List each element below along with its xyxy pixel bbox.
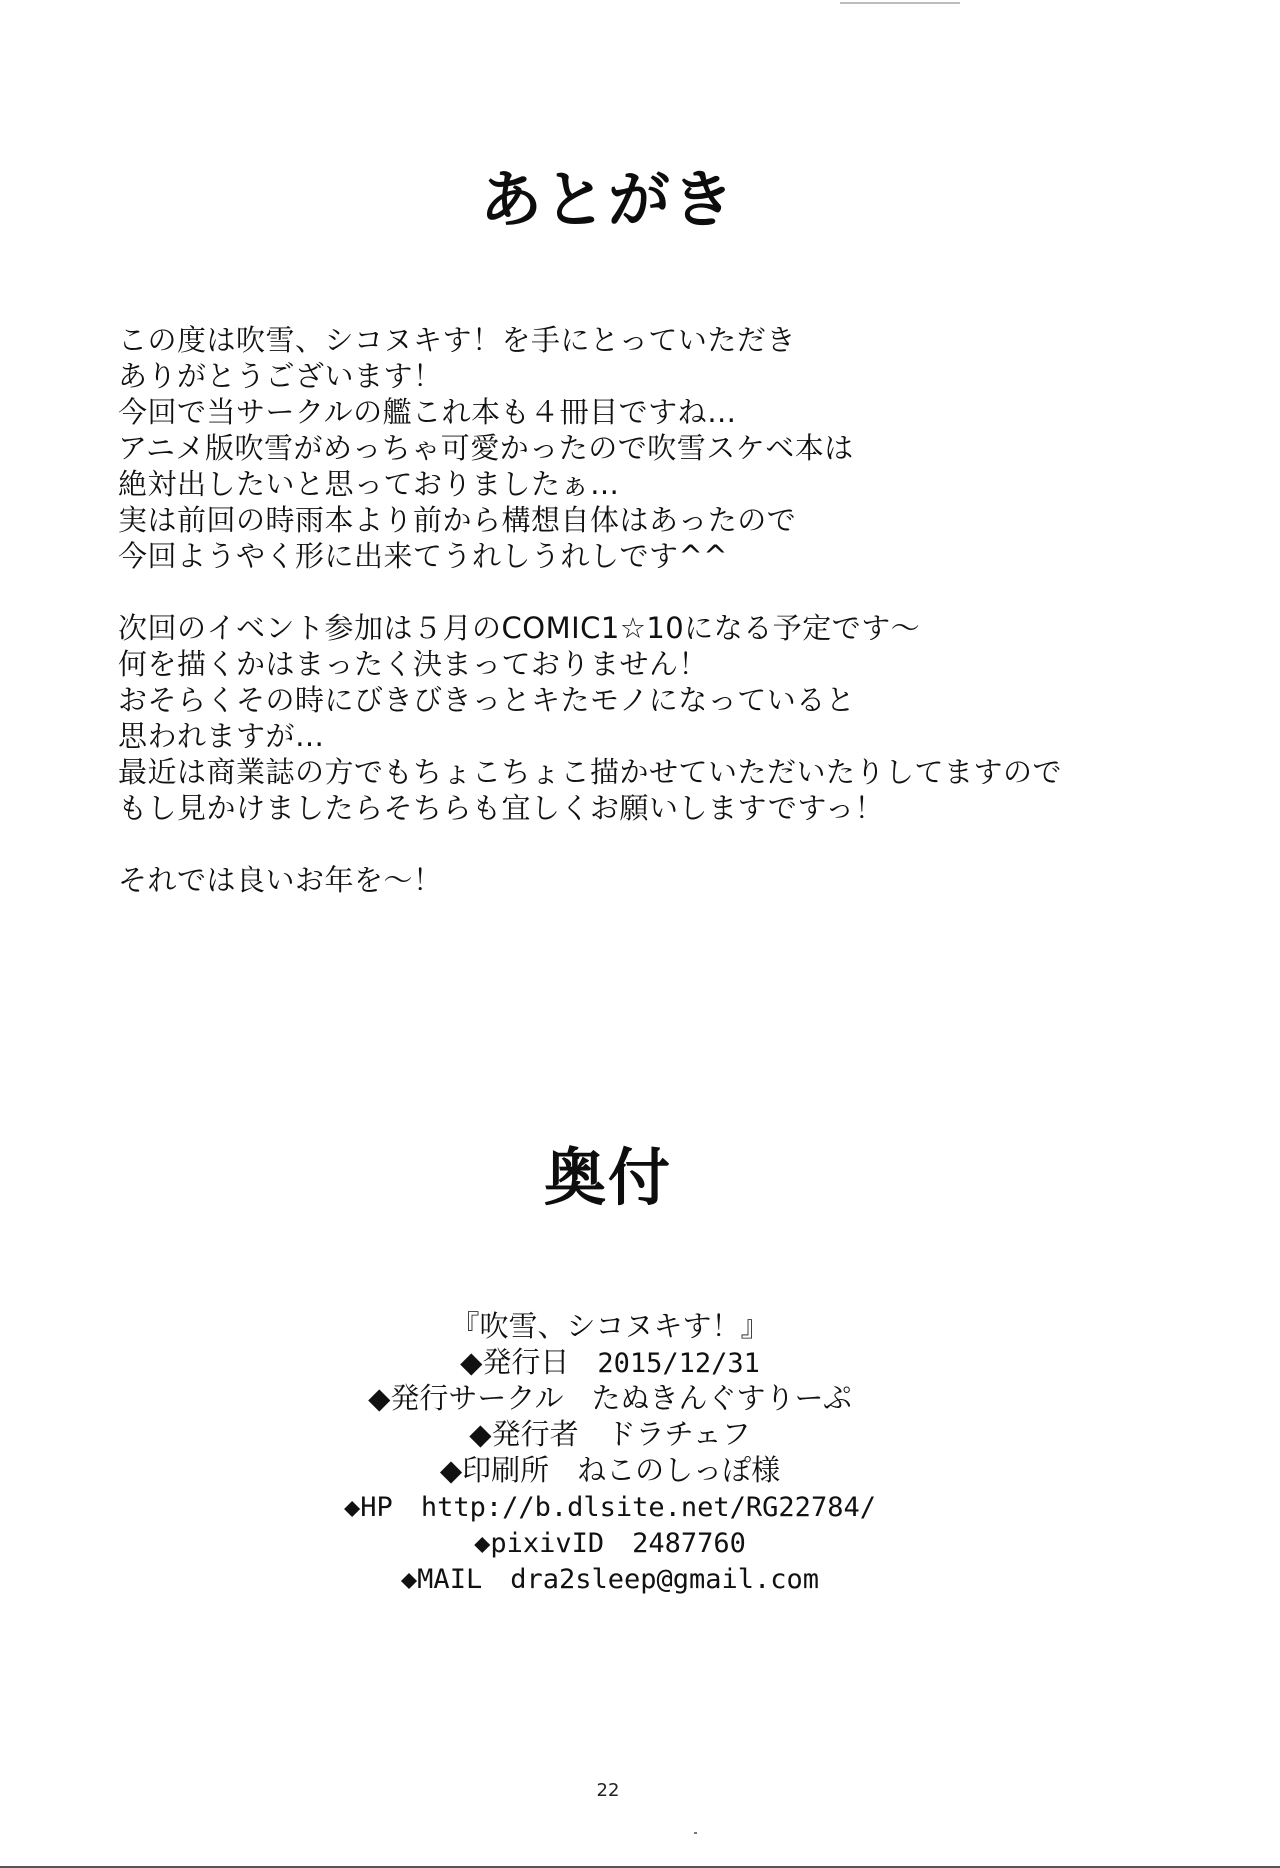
colophon-block [0,1308,1220,1596]
paragraph-gap [118,574,1178,610]
colophon-label: ◆発行者 [469,1417,579,1451]
afterword-line: この度は吹雪、シコヌキす！を手にとっていただき [118,323,796,357]
afterword-line: 今回ようやく形に出来てうれしうれしです^^ [118,539,729,573]
colophon-value: 2487760 [632,1528,746,1559]
colophon-entry-mail [0,1560,1220,1596]
colophon-value: ドラチェフ [606,1417,751,1451]
colophon-entry-homepage [0,1488,1220,1524]
afterword-line: 今回で当サークルの艦これ本も４冊目ですね… [118,395,737,429]
afterword-line: 次回のイベント参加は５月のCOMIC1☆10になる予定です～ [118,611,921,645]
colophon-entry-date [0,1344,1220,1380]
afterword-title: あとがき [479,163,736,236]
colophon-label: ◆発行サークル [368,1381,564,1415]
colophon-value: dra2sleep@gmail.com [510,1564,820,1595]
colophon-label: ◆発行日 [460,1345,570,1379]
colophon-entry-publisher [0,1416,1220,1452]
afterword-line: おそらくその時にびきびきっとキたモノになっていると [118,683,856,717]
colophon-book-title: 『吹雪、シコヌキす！』 [450,1309,770,1343]
colophon-label: ◆HP [344,1492,393,1523]
colophon-value: http://b.dlsite.net/RG22784/ [420,1492,876,1523]
scan-speck [694,1832,697,1834]
colophon-value: ねこのしっぽ様 [577,1453,781,1487]
afterword-line: アニメ版吹雪がめっちゃ可愛かったので吹雪スケベ本は [118,431,854,465]
afterword-line: 思われますが… [118,719,325,753]
afterword-body [118,322,1178,898]
afterword-line: 最近は商業誌の方でもちょこちょこ描かせていただいたりしてますので [118,755,1063,789]
page-number: 22 [596,1780,620,1801]
colophon-value: たぬきんぐすりーぷ [591,1381,852,1415]
colophon-label: ◆印刷所 [439,1453,550,1487]
scan-edge-mark [840,2,960,4]
paragraph-gap [118,826,1178,862]
afterword-line: それでは良いお年を～！ [118,863,443,897]
colophon-entry-printer [0,1452,1220,1488]
colophon-value: 2015/12/31 [597,1348,760,1379]
afterword-line: 何を描くかはまったく決まっておりません！ [118,647,709,681]
afterword-line: 実は前回の時雨本より前から構想自体はあったので [118,503,797,537]
afterword-line: もし見かけましたらそちらも宜しくお願いしますですっ！ [118,791,885,825]
afterword-line: ありがとうございます！ [118,359,443,393]
colophon-label: ◆pixivID [474,1528,605,1559]
colophon-entry-pixiv [0,1524,1220,1560]
colophon-label: ◆MAIL [400,1564,483,1595]
afterword-line: 絶対出したいと思っておりましたぁ… [118,467,620,501]
colophon-entry-circle [0,1380,1220,1416]
colophon-title: 奥付 [543,1141,672,1214]
